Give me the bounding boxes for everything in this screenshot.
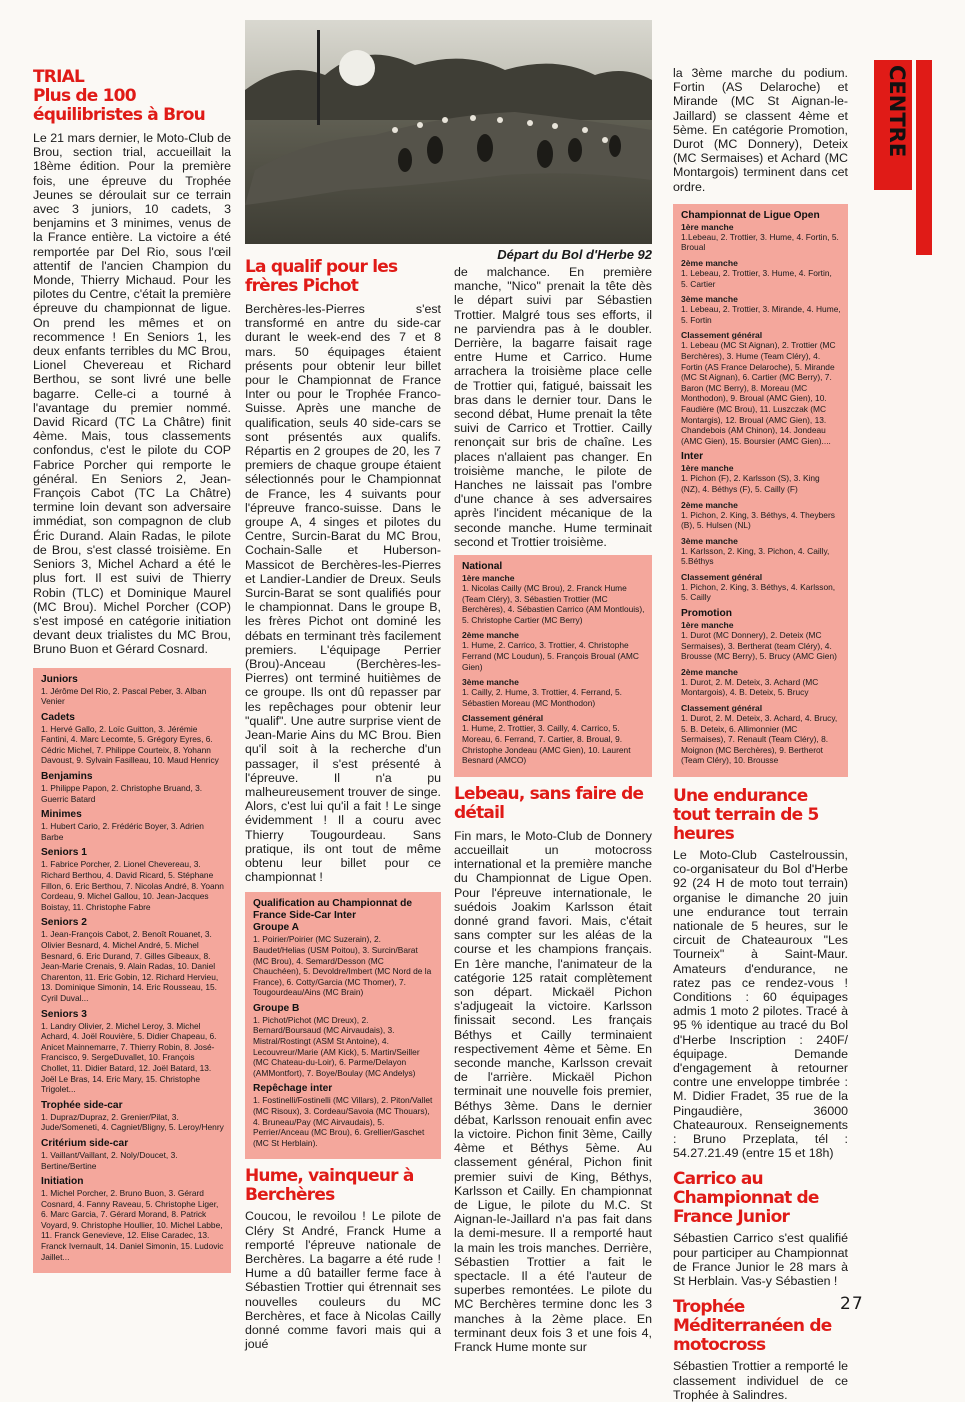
trial-category-heading: Trophée side-car <box>41 1099 123 1111</box>
inter-section <box>681 500 841 531</box>
national-heading: 1ère manche <box>462 573 515 584</box>
sidecar-group-section <box>253 922 434 998</box>
trial-headline <box>33 68 231 125</box>
photo-bol-dherbe <box>245 20 652 244</box>
national-heading: 3ème manche <box>462 677 519 688</box>
section-tab-centre: CENTRE <box>874 60 912 190</box>
sidecar-group-results: 1. Poirier/Poirier (MC Suzerain), 2. Baudet/Helias (USM Poitou), 3. Surcin/Barat (MC Brou), 4. Semard/Desson (MC Chauchéen), 5. Devoldre/Imbert (MC Nord de la France), 6. Cotty/Garcia (MC Thomer), 7. Tougourdeau/Ains (MC Brain) <box>253 934 432 998</box>
sidecar-group-heading: Repêchage inter <box>253 1083 333 1095</box>
ligue-section <box>681 330 841 446</box>
trial-results-box <box>33 668 231 1274</box>
national-results: 1. Hume, 2. Trottier, 3. Cailly, 4. Carrico, 5. Moreau, 6. Ferrand, 7. Cartier, 8. Broual, 9. Christophe Jondeau (AMC Gien), 10. Laurent Besnard (AMCO) <box>462 723 631 766</box>
promo-results: 1. Durot, 2. M. Deteix, 3. Achard, 4. Brucy, 5. B. Deteix, 6. Allimonnier (MC Sermaises), 7. Renault (Team Cléry), 8. Moignon (MC Berchères), 9. Bertherot (Team Cléry), 10. Brousse <box>681 713 838 766</box>
ligue-heading: 2ème manche <box>681 258 738 269</box>
trial-category-heading: Seniors 1 <box>41 847 87 859</box>
lebeau-article-continued: la 3ème marche du podium. Fortin (AS Delaroche) et Mirande (MC St Aignan-le-Jaillard) se classent 4ème et 5ème. En catégorie Promotion, Durot (MC Donnery), Deteix (MC Sermaises) et Achard (MC Montargois) terminent dans cet ordre. <box>673 66 848 194</box>
trial-category-section <box>41 917 224 1003</box>
trial-category-section <box>41 1100 224 1133</box>
inter-results: 1. Karlsson, 2. King, 3. Pichon, 4. Cailly, 5.Béthys <box>681 545 830 567</box>
trial-category-results: 1. Dupraz/Dupraz, 2. Grenier/Pilat, 3. Jude/Someneti, 4. Cagniet/Bligny, 5. Leroy/Henry <box>41 1111 224 1133</box>
trophee-headline: Trophée Méditerranéen de motocross <box>673 1297 832 1356</box>
trial-category-heading: Cadets <box>41 711 75 723</box>
sidecar-box-title: Qualification au Championnat de France Side-Car Inter <box>253 898 413 922</box>
ligue-results: 1. Lebeau (MC St Aignan), 2. Trottier (MC Berchères), 3. Hume (Team Cléry), 4. Fortin (AS France Delaroche), 5. Mirande (MC St Aignan), 6. Cartier (MC Berry), 7. Baron (MC Berry), 8. Moreau (MC Monthodon), 9. Broual (AMC Gien), 10. Faudière (MC Brou), 11. Luszczak (MC Montargis), 12. Broual (AMC Gien), 13. Chandebois (AM Chinon), 14. Jondeau (AMC Gien), 15. Boursier (AMC Gien).... <box>681 340 836 446</box>
trial-category-results: 1. Jean-François Cabot, 2. Benoît Rouanet, 3. Olivier Besnard, 4. Michel André, 5. Michel Besnard, 6. Eric Durand, 7. Gilles Gibeaux, 8. Jean-Marie Crenais, 9. Alain Radas, 10. Daniel Charenton, 11. Eric Gobin, 12. Richard Hervieu, 13. Dominique Simonin, 14. Eric Rousseau, 15. Cyril Duval... <box>41 929 219 1003</box>
inter-heading: 3ème manche <box>681 535 738 546</box>
trial-category-heading: Seniors 3 <box>41 1008 87 1020</box>
ligue-results-box <box>673 204 848 777</box>
ligue-section <box>681 222 841 253</box>
trial-title: Plus de 100 équilibristes à Brou <box>33 86 205 125</box>
sidecar-groups <box>253 922 434 1148</box>
column-hume-lebeau <box>454 265 652 1354</box>
national-results: 1. Nicolas Cailly (MC Brou), 2. Franck Hume (Team Cléry), 3. Sébastien Trottier (MC Berchères), 4. Sébastien Carrico (AM Montlouis), 5. Christophe Cartier (MC Berry) <box>462 583 645 625</box>
trial-article: Le 21 mars dernier, le Moto-Club de Brou, section trial, accueillait la 18ème édition. Pour la première fois, une épreuve du Trophée Jeunes se déroulait sur ce terrain avec 3 juniors, 10 cadets, 3 benjamins et 3 minimes, venus de la France entière. La victoire a été remportée par Del Rio, sous l'œil attentif de l'ancien Champion du Monde, Thierry Michaud. Pour les pilotes du Centre, c'était la première épreuve du championnat de ligue. On prend les mêmes et on recommence ! En Seniors 1, les deux enfants terribles du MC Brou, Lionel Chevereau et Richard Berthou, se sont livré une belle bagarre. Celle-ci a tourné à l'avantage du premier nommé. David Ricard (TC La Châtre) finit 4ème. Mais, tous classements confondus, c'est le pilote du COP Fabrice Porcher qui remporte le général. En Seniors 2, Jean-François Cabot (TC La Châtre) termine loin devant son adversaire immédiat, son compagnon de club Éric Durand. Alain Radas, le pilote de Brou, s'est classé troisième. En Seniors 3, Michel Achard a été le plus fort. Il est suivi de Thierry Robin (TLC) et Dominique Maurel (MC Brou). Michel Porcher (COP) s'est imposé en catégorie initiation devant deux trialistes du MC Brou, Bruno Buon et Gérard Cosnard. <box>33 131 231 657</box>
promo-heading: Classement général <box>681 703 763 714</box>
promotion-title: Promotion <box>681 608 732 620</box>
national-section <box>462 630 645 672</box>
page-number: 27 <box>840 1294 864 1314</box>
trial-category-heading: Minimes <box>41 809 82 821</box>
inter-results: 1. Pichon, 2. King, 3. Béthys, 4. Theybers (B), 5. Hulsen (NL) <box>681 509 835 531</box>
promo-section <box>681 703 841 766</box>
trial-category-section <box>41 1176 224 1262</box>
column-trial <box>33 68 231 1273</box>
national-section <box>462 677 645 708</box>
trial-category-section <box>41 674 224 707</box>
ligue-results: 1. Lebeau, 2. Trottier, 3. Mirande, 4. Hume, 5. Fortin <box>681 304 841 325</box>
trial-category-section <box>41 809 224 842</box>
lebeau-headline: Lebeau, sans faire de détail <box>454 783 644 823</box>
lebeau-article: Fin mars, le Moto-Club de Donnery accueillait un motocross international et la première manche du Championnat de Ligue Open. Pour l'épreuve internationale, le suédois Joakim Karlsson était donné grand favori. Mais, c'était sans compter sur les aléas de la course et les champions français. En 1ère manche, l'animateur de la catégorie 125 ratait complètement son départ. Mickaël Pichon s'adjugeait la victoire. Karlsson finissait second. Les français Béthys et Cailly terminaient respectivement 4ème et 5ème. En seconde manche, Karlsson crevait de l'arrière. Mickaël Pichon terminait une nouvelle fois premier, Béthys 3ème. Dans le dernier débat, Karlsson renouait enfin avec la victoire. Pichon finit 3ème, Cailly 4ème et Béthys 5ème. Au classement général, Pichon finit premier suivi de King, Béthys, Karlsson et Cailly. En championnat de Ligue, le pilote du M.C. St Aignan-le-Jaillard n'a pas fait dans la demi-mesure. Il a remporté haut la main les trois manches. Derrière, Sébastien Trottier a fait le spectacle. Il a été l'auteur de superbes remontées. Le pilote du MC Berchères termine donc les 3 manches à la 2ème place. En terminant deux fois 3 et une fois 4, Franck Hume monte sur <box>454 828 652 1355</box>
trial-category-heading: Benjamins <box>41 771 93 783</box>
promo-results: 1. Durot, 2. M. Deteix, 3. Achard (MC Montargois), 4. B. Deteix, 5. Brucy <box>681 676 819 698</box>
trial-category-results: 1. Landry Olivier, 2. Michel Leroy, 3. Michel Achard, 4. Joël Rouvière, 5. Didier Chapeau, 6. Anicet Mainnemarre, 7. Thierry Robin, 8. José-Francisco, 9. SergeDuvallet, 10. François Chollet, 11. Didier Batard, 12. Joël Batard, 13. Joël Le Bras, 14. Eric Mary, 15. Christophe Trigolet... <box>41 1020 217 1095</box>
pichot-headline: La qualif pour les frères Pichot <box>245 257 398 296</box>
trial-category-section <box>41 771 224 804</box>
sidecar-results-box <box>245 892 441 1159</box>
trial-category-results: 1. Fabrice Porcher, 2. Lionel Chevereau, 3. Richard Berthou, 4. David Ricard, 5. Stéphane Fillon, 6. Eric Berthou, 7. Nicolas André, 8. Yoann Cordeau, 9. Michel Gallou, 10. Jean-Jacques Boistay, 11. Christophe Fabre <box>41 859 224 912</box>
trial-category-results: 1. Hubert Cario, 2. Frédéric Boyer, 3. Adrien Barbe <box>41 821 204 842</box>
trial-kicker: TRIAL <box>33 67 85 87</box>
trophee-article: Sébastien Trottier a remporté le classement individuel de ce Trophée à Salindres. <box>673 1359 848 1402</box>
trial-category-section <box>41 847 224 912</box>
national-results: 1. Cailly, 2. Hume, 3. Trottier, 4. Ferrand, 5. Sébastien Moreau (MC Monthodon) <box>462 687 622 708</box>
inter-section <box>681 463 841 494</box>
trial-category-results: 1. Michel Porcher, 2. Bruno Buon, 3. Gérard Cosnard, 4. Fanny Raveau, 5. Christophe Liger, 6. Marc Garcia, 7. Gérard Morand, 8. Patrick Voyard, 9. Christophe Houllier, 10. Michel Labbe, 11. Franck Genevieve, 12. Elise Caradec, 13. Franck Ivernault, 14. Daniel Simonin, 15. Ludovic Jaillet... <box>41 1188 224 1262</box>
inter-section <box>681 536 841 567</box>
sidecar-group-results: 1. Pichot/Pichot (MC Dreux), 2. Bernard/Boursaud (MC Airvaudais), 3. Mistral/Rostingt (ASM St Antoine), 4. Lecouvreur/Marie (AM Kick), 5. Martin/Seiller (MC Chateau-du-Loir), 6. Parme/Delayon (AMMontfort), 7. Boye/Boulay (MC Andelys) <box>253 1014 420 1078</box>
ligue-box-title: Championnat de Ligue Open <box>681 209 820 221</box>
trial-category-heading: Juniors <box>41 673 78 685</box>
ligue-heading: Classement général <box>681 330 763 341</box>
trial-category-heading: Seniors 2 <box>41 917 87 929</box>
pichot-article: Berchères-les-Pierres s'est transformé en antre du side-car durant le week-end des 7 et 8 mars. 50 équipages étaient présents pour obtenir leur billet pour le Championnat de France Inter ou pour le Trophée Franco-Suisse. Après une manche de qualification, seuls 40 side-cars se sont présentés aux qualifs. Répartis en 2 groupes de 20, les 7 premiers de chaque groupe étaient sélectionnés pour le Championnat de France, les 4 suivants pour l'épreuve franco-suisse. Dans le groupe A, 4 singes et pilotes du Centre, Surcin-Barat du MC Brou, Cochain-Salle et Huberson-Massicot de Berchères-les-Pierres et Landier-Landier de Dreux. Seuls Surcin-Barat se sont qualifiés pour le championnat. Dans le groupe B, les frères Pichot ont dominé les débats en terminant très facilement premiers. L'équipage Perrier (Brou)-Anceau (Berchères-les-Pierres) ont terminé huitièmes de ce groupe. Ils ont dû repasser par les repêchages pour obtenir leur "qualif". Une autre surprise vient de Jean-Marie Ains du MC Brou. Bien qu'il soit à la recherche d'un passager, il s'est présenté à l'épreuve. Il n'a pu malheureusement trouver de singe. Alors, c'est lui qu'il a fait ! Le singe évidemment ! Il a couru avec Thierry Tougourdeau. Sans pratique, ils ont tout de même obtenu leur billet pour ce championnat ! <box>245 302 441 885</box>
photo-caption: Départ du Bol d'Herbe 92 <box>497 247 652 262</box>
sidecar-group-heading: Groupe B <box>253 1002 300 1014</box>
promo-section <box>681 620 841 662</box>
trial-category-results: 1. Philippe Papon, 2. Christophe Bruand, 3. Guerric Batard <box>41 783 203 804</box>
national-results-box <box>454 555 652 777</box>
trial-category-section <box>41 712 224 766</box>
ligue-section <box>681 258 841 289</box>
trial-category-results: 1. Hervé Gallo, 2. Loïc Guitton, 3. Jérémie Fantini, 4. Marc Lecomte, 5. Grégory Eyres, 6. Cédric Michel, 7. Philippe Courteix, 8. Yohann Davoust, 9. Sylvain Fasilleau, 10. Maud Henricy <box>41 723 219 766</box>
trial-category-results: 1. Jérôme Del Rio, 2. Pascal Peber, 3. Alban Venier <box>41 685 207 707</box>
inter-heading: 2ème manche <box>681 499 738 510</box>
national-box-title: National <box>462 561 503 573</box>
inter-results: 1. Pichon, 2. King, 3. Béthys, 4. Karlsson, 5. Cailly <box>681 581 836 603</box>
ligue-heading: 3ème manche <box>681 294 738 305</box>
promo-heading: 1ère manche <box>681 620 734 631</box>
national-heading: 2ème manche <box>462 630 519 641</box>
hume-article-continued: de malchance. En première manche, "Nico" prenait la tête dès le départ suivi par Sébastien Trottier. Malgré tous ses efforts, il ne parviendra pas à le doubler. Derrière, la bagarre faisait rage entre Hume et Carrico. Hume arrachera la troisième place celle de Trottier qui, fatigué, baissait les bras dans le dernier tour. Dans le second débat, Hume prenait la tête suivi de Carrico et Trottier. Cailly renonçait sur bris de chaîne. Les places n'allaient pas changer. En troisième manche, le pilote de Hanches ne laissait pas l'ombre d'une chance à ses adversaires après l'incident mécanique de la seconde manche. Hume terminait second et Trottier troisième. <box>454 265 652 549</box>
sidecar-group-section <box>253 1003 434 1079</box>
sidecar-group-section <box>253 1083 434 1148</box>
endurance-headline: Une endurance tout terrain de 5 heures <box>673 786 819 845</box>
sidecar-group-results: 1. Fostinelli/Fostinelli (MC Villars), 2. Piton/Vallet (MC Risoux), 3. Cordeau/Savoia (MC Thouars), 4. Bruneau/Pay (MC Airvaudais), 5. Perrier/Anceau (MC Brou), 6. Grellier/Gaschet (MC St Herblain). <box>253 1095 433 1148</box>
national-heading: Classement général <box>462 713 544 724</box>
inter-heading: Classement général <box>681 571 763 582</box>
national-results: 1. Hume, 2. Carrico, 3. Trottier, 4. Christophe Ferrand (MC Loudun), 5. François Broual (AMC Gien) <box>462 640 639 672</box>
red-margin-stripe <box>916 60 932 255</box>
inter-results: 1. Pichon (F), 2. Karlsson (S), 3. King (NZ), 4. Béthys (F), 5. Cailly (F) <box>681 473 820 494</box>
national-section <box>462 573 645 625</box>
column-ligue <box>673 66 848 1402</box>
sidecar-group-heading: Groupe A <box>253 922 300 934</box>
ligue-results: 1.Lebeau, 2. Trottier, 3. Hume, 4. Fortin, 5. Broual <box>681 231 839 253</box>
hume-article: Coucou, le revoilou ! Le pilote de Cléry St André, Franck Hume a remporté l'épreuve nationale de Berchères. La bagarre a été rude ! Hume a dû batailler ferme face à Sébastien Trottier qui étrennait ses nouvelles couleurs du MC Berchères, et face à Nicolas Cailly donné comme favori mais qui a joué <box>245 1209 441 1352</box>
race-start-photo <box>245 20 652 244</box>
promo-section <box>681 667 841 698</box>
promo-heading: 2ème manche <box>681 666 738 677</box>
ligue-results: 1. Lebeau, 2. Trottier, 3. Hume, 4. Fortin, 5. Cartier <box>681 268 832 289</box>
carrico-headline: Carrico au Championnat de France Junior <box>673 1169 819 1228</box>
inter-heading: 1ère manche <box>681 463 734 474</box>
endurance-article: Le Moto-Club Castelroussin, co-organisateur du Bol d'Herbe 92 (24 H de moto tout terrain) organise le dimanche 20 juin une endurance tout terrain nationale de 5 heures, sur le circuit de Chateauroux "Les Tourneix" à Saint-Maur. Amateurs d'endurance, ne ratez pas ce rendez-vous ! Conditions : 60 équipages admis 1 moto 2 pilotes. Tracé à 95 % identique au tracé du Bol d'Herbe Inscription : 240F/équipage. Demande d'engagement à retourner contre une enveloppe timbrée : M. Didier Fradet, 35 rue de la Pingaudière, 36000 Chateauroux. Renseignements : Bruno Przeplata, tél : 54.27.21.49 (entre 15 et 18h) <box>673 848 848 1161</box>
column-pichot <box>245 258 441 1351</box>
promo-results: 1. Durot (MC Donnery), 2. Deteix (MC Sermaises), 3. Bertherat (team Cléry), 4. Brousse (MC Berry), 5. Brucy (AMC Gien) <box>681 630 837 662</box>
trial-category-heading: Critérium side-car <box>41 1137 129 1149</box>
hume-headline: Hume, vainqueur à Berchères <box>245 1166 414 1206</box>
inter-section <box>681 572 841 603</box>
trial-category-section <box>41 1138 224 1171</box>
ligue-section <box>681 294 841 325</box>
inter-title: Inter <box>681 451 704 463</box>
trial-category-results: 1. Vaillant/Vaillant, 2. Noly/Doucet, 3. Bertine/Bertine <box>41 1149 178 1171</box>
trial-category-section <box>41 1009 224 1095</box>
national-section <box>462 713 645 765</box>
ligue-heading: 1ère manche <box>681 221 734 232</box>
carrico-article: Sébastien Carrico s'est qualifié pour participer au Championnat de France Junior le 28 mars à St Herblain. Vas-y Sébastien ! <box>673 1231 848 1289</box>
trial-category-heading: Initiation <box>41 1176 84 1188</box>
